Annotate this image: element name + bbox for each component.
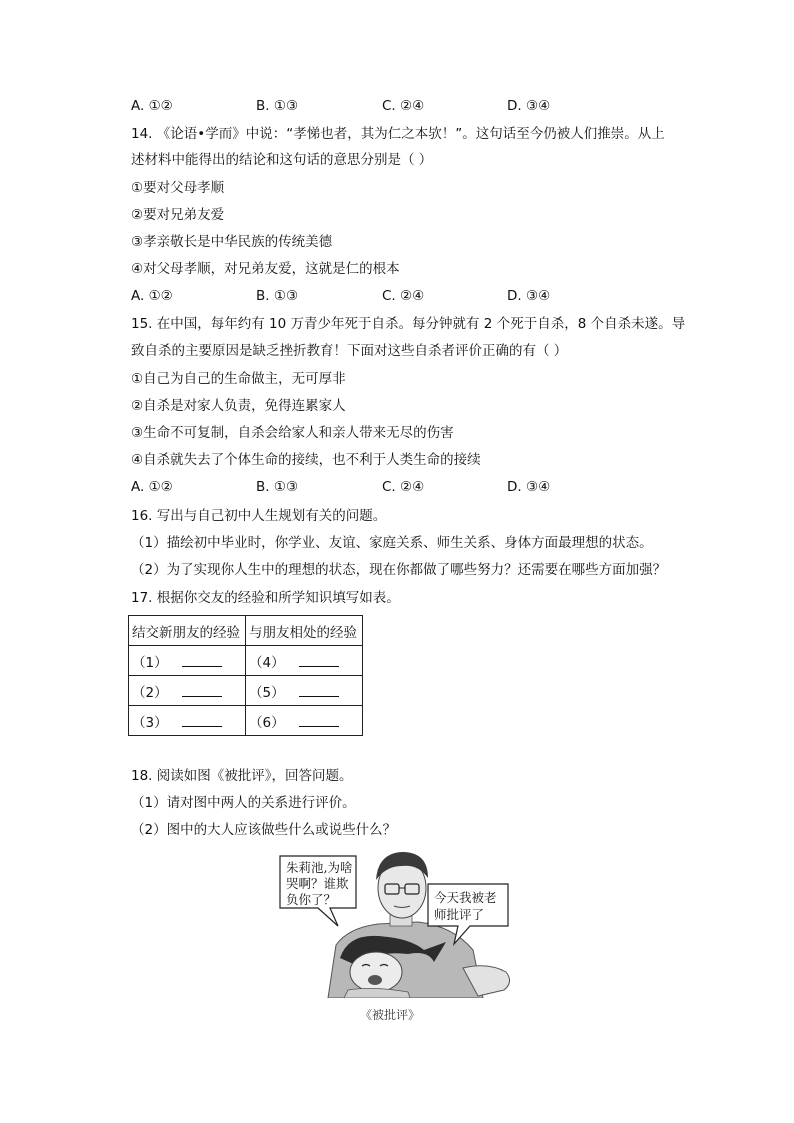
table-cell [129,706,246,736]
q15-item-2: ②自杀是对家人负责，免得连累家人 [131,398,346,414]
bubble-right-line: 今天我被老 [434,890,497,905]
q18-sub1: （1）请对图中两人的关系进行评价。 [131,795,356,811]
option-d: D. ③④ [507,288,551,304]
cell-label: （4） [249,654,285,671]
q14-options [131,286,691,306]
option-a: A. ①② [131,288,173,304]
criticized-cartoon [278,850,516,998]
table-cell [246,646,363,676]
q15-item-3: ③生命不可复制，自杀会给家人和亲人带来无尽的伤害 [131,425,454,441]
option-b: B. ①③ [256,479,299,495]
option-d: D. ③④ [507,479,551,495]
q15-options [131,477,691,497]
bubble-left-line: 负你了？ [286,892,337,907]
option-a: A. ①② [131,479,173,495]
table-row [129,676,363,706]
option-a: A. ①② [131,98,173,114]
option-c: C. ②④ [382,288,425,304]
answer-blank [299,714,339,727]
cell-label: （1） [132,654,168,671]
q14-stem-line2: 述材料中能得出的结论和这句话的意思分别是（ ） [131,152,433,168]
q17-title: 17. 根据你交友的经验和所学知识填写如表。 [131,590,400,606]
table-cell [129,676,246,706]
table-row [129,646,363,676]
table-cell [246,706,363,736]
table-header: 与朋友相处的经验 [246,616,363,646]
cell-label: （2） [132,684,168,701]
q14-item-4: ④对父母孝顺，对兄弟友爱，这就是仁的根本 [131,261,400,277]
q14-item-2: ②要对兄弟友爱 [131,207,225,223]
q16-sub2: （2）为了实现你人生中的理想的状态，现在你都做了哪些努力？还需要在哪些方面加强？ [131,562,667,578]
q15-stem-line1: 15. 在中国，每年约有 10 万青少年死于自杀。每分钟就有 2 个死于自杀，8 个自杀未遂。导 [131,316,686,332]
option-c: C. ②④ [382,98,425,114]
q14-stem-line1: 14. 《论语•学而》中说：“孝悌也者，其为仁之本欤！”。这句话至今仍被人们推崇。从上 [131,126,665,142]
table-header-row [129,616,363,646]
figure-caption: 《被批评》 [360,1008,421,1022]
q14-item-1: ①要对父母孝顺 [131,180,225,196]
experience-table [128,615,363,736]
table-cell [246,676,363,706]
answer-blank [182,714,222,727]
cell-label: （6） [249,714,285,731]
answer-blank [182,654,222,667]
cell-label: （3） [132,714,168,731]
cell-label: （5） [249,684,285,701]
q13-options [131,96,691,116]
q15-stem-line2: 致自杀的主要原因是缺乏挫折教育！下面对这些自杀者评价正确的有（ ） [131,343,568,359]
q16-sub1: （1）描绘初中毕业时，你学业、友谊、家庭关系、师生关系、身体方面最理想的状态。 [131,535,653,551]
q16-title: 16. 写出与自己初中人生规划有关的问题。 [131,508,387,524]
q15-item-4: ④自杀就失去了个体生命的接续，也不利于人类生命的接续 [131,452,481,468]
answer-blank [299,654,339,667]
child-mouth [368,975,382,985]
bubble-right-line: 师批评了 [434,907,485,922]
bubble-left-line: 朱莉池,为啥 [286,860,353,875]
q18-sub2: （2）图中的大人应该做些什么或说些什么？ [131,822,397,838]
answer-blank [182,684,222,697]
answer-blank [299,684,339,697]
child-face [350,952,402,992]
option-d: D. ③④ [507,98,551,114]
q15-item-1: ①自己为自己的生命做主，无可厚非 [131,371,346,387]
option-b: B. ①③ [256,288,299,304]
option-c: C. ②④ [382,479,425,495]
q18-title: 18. 阅读如图《被批评》，回答问题。 [131,768,353,784]
bubble-left-line: 哭啊？谁欺 [286,876,349,891]
q14-item-3: ③孝亲敬长是中华民族的传统美德 [131,234,333,250]
table-header: 结交新朋友的经验 [129,616,246,646]
table-cell [129,646,246,676]
option-b: B. ①③ [256,98,299,114]
table-row [129,706,363,736]
